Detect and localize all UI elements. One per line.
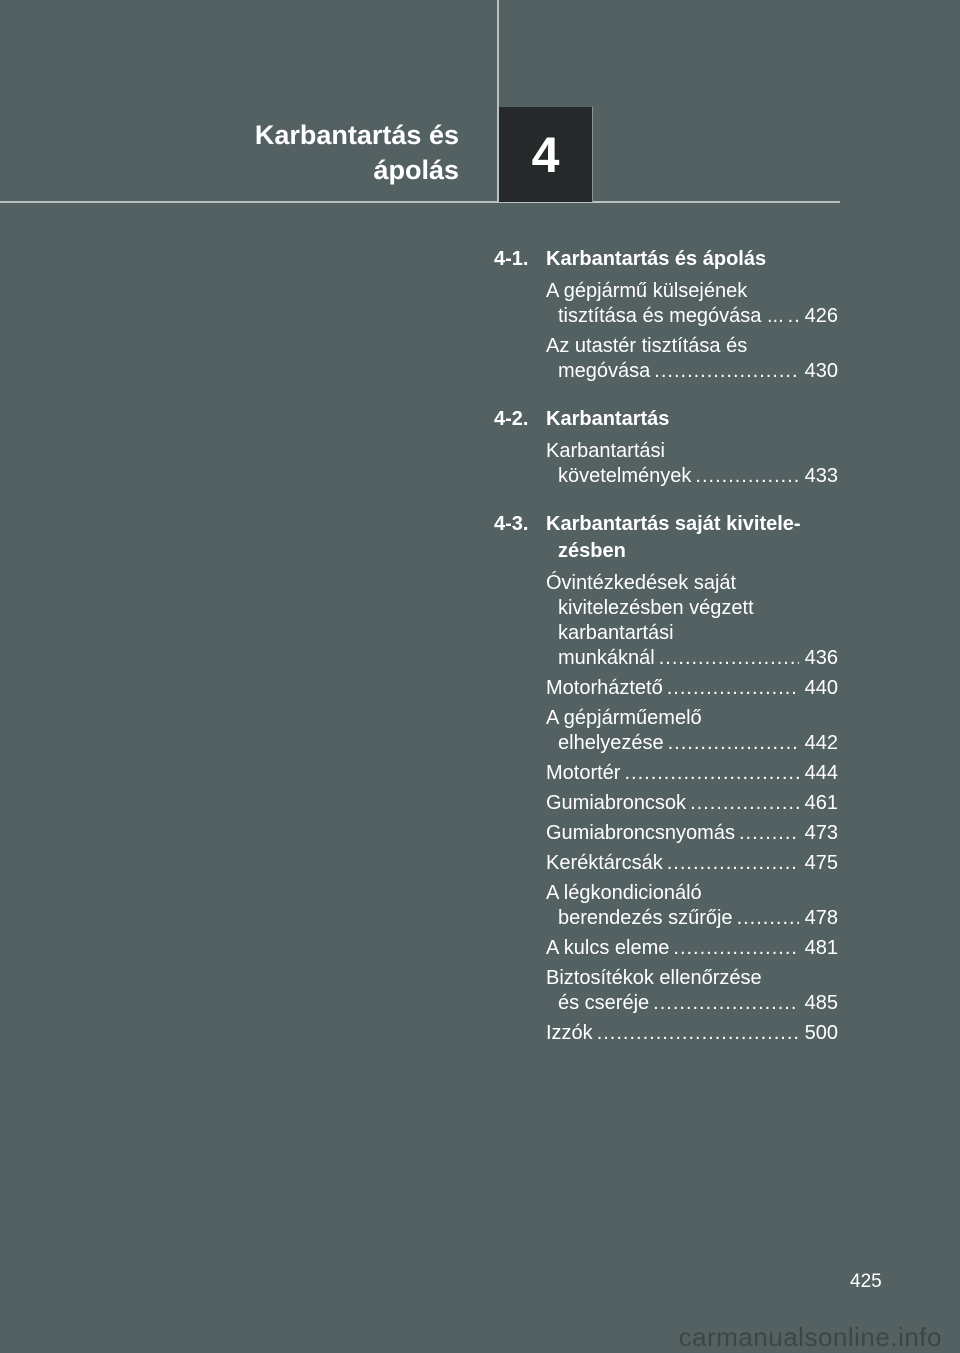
entry-text: A légkondicionáló [546,882,702,904]
toc-entry[interactable] [546,1021,838,1046]
entry-page-number: 500 [804,1022,838,1044]
entry-text: Karbantartási [546,440,665,462]
section-number: 4-3. [494,513,529,535]
entry-text: Az utastér tisztítása és [546,335,748,357]
toc-section-heading [494,246,838,273]
chapter-number-box [499,107,593,202]
entry-page-number: 426 [804,305,838,327]
toc-entry[interactable] [546,571,838,671]
chapter-number: 4 [531,126,560,183]
dot-leader [597,1021,799,1046]
toc-entry[interactable] [546,851,838,876]
entry-text: Biztosítékok ellenőrzése [546,967,762,989]
entry-leader-row [546,906,838,931]
dot-leader [739,821,799,846]
toc-section [494,511,838,1046]
section-title: Karbantartás és ápolás [546,248,767,270]
entry-text: tisztítása és megóvása ... [558,305,784,327]
entry-leader-row [546,464,838,489]
dot-leader [690,791,799,816]
section-title: Karbantartás saját kivitele-zésben [546,513,801,562]
entry-text: munkáknál [558,647,655,669]
entry-page-number: 444 [804,762,838,784]
entry-text: és cseréje [558,992,650,1014]
entry-page-number: 430 [804,360,838,382]
entry-text: kivitelezésben végzett [558,597,754,619]
toc-section [494,246,838,384]
toc-entry[interactable] [546,279,838,329]
entry-leader-row [546,821,838,846]
section-title: Karbantartás [546,408,670,430]
toc-entry[interactable] [546,676,838,701]
horizontal-rule [0,201,840,203]
entry-page-number: 440 [804,677,838,699]
entry-leader-row [546,991,838,1016]
toc-entry[interactable] [546,881,838,931]
dot-leader [653,991,798,1016]
entry-text: Keréktárcsák [546,852,663,874]
page-number: 425 [850,1271,882,1292]
entry-text: elhelyezése [558,732,664,754]
entry-leader-row [546,676,838,701]
entry-text: berendezés szűrője [558,907,733,929]
entry-text: A gépjárműemelő [546,707,702,729]
dot-leader [654,359,798,384]
toc-section-heading [494,511,838,565]
section-number: 4-2. [494,408,529,430]
entry-text: A kulcs eleme [546,937,670,959]
entry-text: követelmények [558,465,692,487]
dot-leader [624,761,798,786]
entry-page-number: 433 [804,465,838,487]
entry-text: Izzók [546,1022,593,1044]
toc-entry[interactable] [546,706,838,756]
chapter-title [79,118,459,188]
entry-text: Motorháztető [546,677,663,699]
dot-leader [737,906,799,931]
toc-entry[interactable] [546,966,838,1016]
dot-leader [667,676,799,701]
entry-page-number: 478 [804,907,838,929]
entry-leader-row [546,359,838,384]
entry-text: A gépjármű külsejének [546,280,748,302]
entry-page-number: 475 [804,852,838,874]
toc-entry[interactable] [546,791,838,816]
entry-leader-row [546,731,838,756]
dot-leader [659,646,799,671]
dot-leader [695,464,798,489]
entry-leader-row [546,646,838,671]
entry-text: Gumiabroncsok [546,792,687,814]
toc-section-heading [494,406,838,433]
chapter-title-line: Karbantartás és [254,120,459,150]
entry-leader-row [546,304,838,329]
chapter-title-line: ápolás [373,155,459,185]
toc-section [494,406,838,489]
entry-text: Gumiabroncsnyomás [546,822,735,844]
toc-entry[interactable] [546,334,838,384]
dot-leader [667,851,799,876]
table-of-contents [494,246,838,1068]
dot-leader [788,304,799,329]
entry-leader-row [546,1021,838,1046]
toc-entry[interactable] [546,761,838,786]
entry-page-number: 442 [804,732,838,754]
dot-leader [673,936,798,961]
entry-leader-row [546,761,838,786]
toc-entry[interactable] [546,821,838,846]
entry-text: karbantartási [558,622,674,644]
watermark: carmanualsonline.info [678,1322,942,1352]
section-number: 4-1. [494,248,529,270]
entry-page-number: 473 [804,822,838,844]
entry-page-number: 485 [804,992,838,1014]
entry-page-number: 481 [804,937,838,959]
entry-leader-row [546,851,838,876]
entry-text: Óvintézkedések saját [546,572,737,594]
dot-leader [668,731,799,756]
toc-entry[interactable] [546,936,838,961]
entry-text: Motortér [546,762,621,784]
entry-page-number: 461 [804,792,838,814]
entry-leader-row [546,791,838,816]
entry-page-number: 436 [804,647,838,669]
entry-text: megóvása [558,360,651,382]
toc-entry[interactable] [546,439,838,489]
entry-leader-row [546,936,838,961]
